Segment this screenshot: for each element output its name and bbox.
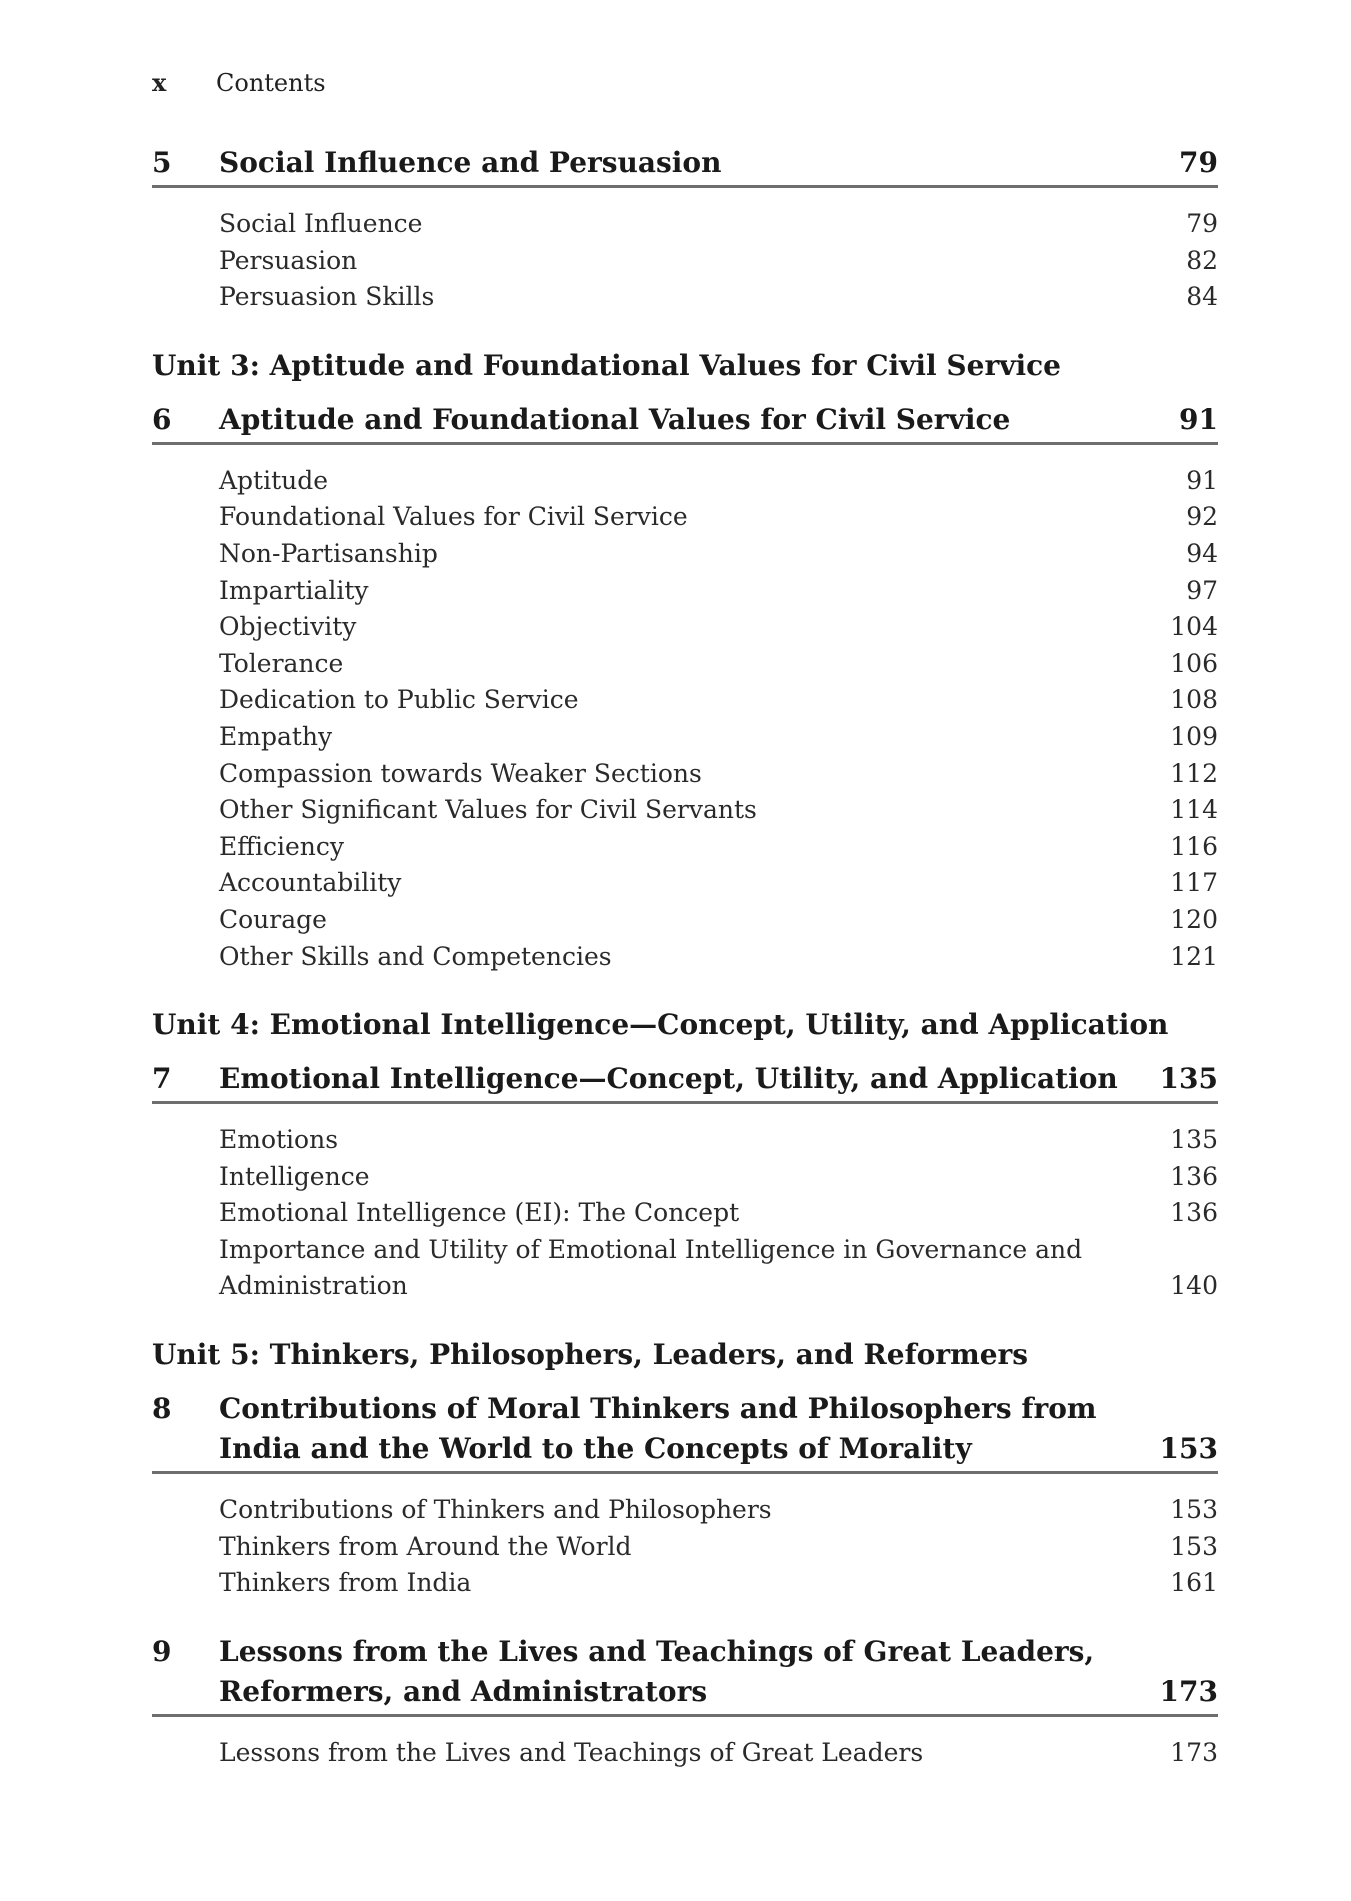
entry-label: Impartiality xyxy=(219,575,369,605)
entry-page: 161 xyxy=(1170,1568,1218,1598)
entry-label: Other Significant Values for Civil Servants xyxy=(219,795,757,825)
chapter-title: Social Influence and Persuasion xyxy=(219,146,722,179)
chapter-block xyxy=(152,1632,1218,1772)
entry-page: 82 xyxy=(1186,245,1218,275)
toc-entry[interactable] xyxy=(219,865,1218,902)
entry-label: Courage xyxy=(219,904,327,934)
entry-page: 173 xyxy=(1170,1737,1218,1767)
entry-page: 140 xyxy=(1170,1271,1218,1301)
toc-entry[interactable] xyxy=(219,279,1218,316)
entry-page: 84 xyxy=(1186,282,1218,312)
chapter-page: 173 xyxy=(1159,1674,1218,1708)
chapter-page: 153 xyxy=(1159,1432,1218,1466)
entry-page: 91 xyxy=(1186,465,1218,495)
entry-page: 79 xyxy=(1186,209,1218,238)
running-head-title: Contents xyxy=(216,69,326,97)
entry-label: Emotions xyxy=(219,1125,339,1155)
chapter-title: Emotional Intelligence—Concept, Utility, and Application xyxy=(219,1062,1118,1096)
entry-label: Emotional Intelligence (EI): The Concept xyxy=(219,1198,740,1228)
section-list xyxy=(152,1717,1218,1772)
toc-entry[interactable] xyxy=(219,792,1218,829)
chapter-page: 79 xyxy=(1179,146,1218,179)
entry-page: 112 xyxy=(1170,758,1218,788)
chapter-page: 135 xyxy=(1159,1062,1218,1096)
toc-entry[interactable] xyxy=(219,902,1218,939)
toc-entry[interactable] xyxy=(219,536,1218,573)
chapter-number: 9 xyxy=(152,1634,172,1668)
toc-entry[interactable] xyxy=(219,1492,1218,1529)
entry-page: 106 xyxy=(1170,648,1218,678)
entry-page: 153 xyxy=(1170,1495,1218,1525)
chapter-number: 7 xyxy=(152,1062,172,1096)
chapter-title: Aptitude and Foundational Values for Civil Service xyxy=(219,402,1011,436)
entry-page: 135 xyxy=(1170,1125,1218,1155)
unit-heading: Unit 4: Emotional Intelligence—Concept, Utility, and Application xyxy=(152,1008,1169,1042)
chapter-title: Contributions of Moral Thinkers and Philosophers from India and the World to the Concepts of Morality xyxy=(219,1392,1097,1466)
entry-label: Objectivity xyxy=(219,612,357,642)
entry-page: 94 xyxy=(1186,538,1218,568)
toc-entry[interactable] xyxy=(219,1565,1218,1602)
table-of-contents xyxy=(152,143,1218,1771)
entry-label: Non-Partisanship xyxy=(219,538,438,568)
entry-label: Other Skills and Competencies xyxy=(219,941,612,971)
entry-page: 136 xyxy=(1170,1198,1218,1228)
toc-entry[interactable] xyxy=(219,829,1218,866)
entry-page: 97 xyxy=(1186,575,1218,605)
toc-entry[interactable] xyxy=(219,1529,1218,1566)
entry-page: 104 xyxy=(1170,612,1218,642)
toc-entry[interactable] xyxy=(219,682,1218,719)
chapter-block xyxy=(152,400,1218,975)
toc-entry[interactable] xyxy=(219,1159,1218,1196)
running-head xyxy=(152,68,326,98)
toc-entry[interactable] xyxy=(219,463,1218,500)
entry-label: Lessons from the Lives and Teachings of Great Leaders xyxy=(219,1737,924,1767)
chapter-number: 8 xyxy=(152,1392,172,1426)
entry-label: Dedication to Public Service xyxy=(219,685,579,715)
entry-page: 116 xyxy=(1170,831,1218,861)
entry-label: Persuasion xyxy=(219,245,358,275)
chapter-block xyxy=(152,1389,1218,1602)
toc-entry[interactable] xyxy=(219,756,1218,793)
chapter-heading[interactable] xyxy=(152,1632,1218,1717)
toc-entry[interactable] xyxy=(219,719,1218,756)
entry-page: 121 xyxy=(1170,941,1218,971)
entry-page: 120 xyxy=(1170,904,1218,934)
entry-label: Efficiency xyxy=(219,831,345,861)
entry-label: Contributions of Thinkers and Philosophers xyxy=(219,1495,772,1525)
toc-entry[interactable] xyxy=(219,499,1218,536)
entry-label: Accountability xyxy=(219,868,402,898)
section-list xyxy=(152,445,1218,975)
toc-entry[interactable] xyxy=(219,1735,1218,1772)
chapter-heading[interactable] xyxy=(152,1389,1218,1474)
chapter-number: 5 xyxy=(152,146,172,179)
entry-label: Thinkers from Around the World xyxy=(219,1531,632,1561)
entry-page: 153 xyxy=(1170,1531,1218,1561)
section-list xyxy=(152,1104,1218,1305)
entry-page: 92 xyxy=(1186,502,1218,532)
chapter-heading[interactable] xyxy=(152,400,1218,445)
entry-label: Intelligence xyxy=(219,1161,370,1191)
chapter-block xyxy=(152,143,1218,316)
entry-page: 117 xyxy=(1170,868,1218,898)
entry-label: Tolerance xyxy=(219,648,344,678)
entry-label: Compassion towards Weaker Sections xyxy=(219,758,702,788)
entry-label: Importance and Utility of Emotional Intelligence in Governance and Administration xyxy=(219,1234,1083,1301)
chapter-heading[interactable] xyxy=(152,1059,1218,1104)
section-list xyxy=(152,1474,1218,1602)
page-folio: x xyxy=(152,68,167,97)
entry-label: Thinkers from India xyxy=(219,1568,472,1598)
entry-label: Social Influence xyxy=(219,209,423,238)
entry-label: Aptitude xyxy=(219,465,329,495)
toc-entry[interactable] xyxy=(219,1122,1218,1159)
toc-entry[interactable] xyxy=(219,646,1218,683)
entry-label: Persuasion Skills xyxy=(219,282,435,312)
entry-page: 136 xyxy=(1170,1161,1218,1191)
chapter-block xyxy=(152,1059,1218,1305)
toc-entry[interactable] xyxy=(219,1195,1218,1232)
entry-page: 114 xyxy=(1170,795,1218,825)
chapter-page: 91 xyxy=(1179,402,1218,436)
toc-entry[interactable] xyxy=(219,1232,1218,1305)
entry-page: 108 xyxy=(1170,685,1218,715)
section-list xyxy=(152,188,1218,316)
chapter-heading[interactable] xyxy=(152,143,1218,188)
toc-entry[interactable] xyxy=(219,609,1218,646)
toc-entry[interactable] xyxy=(219,243,1218,280)
entry-label: Foundational Values for Civil Service xyxy=(219,502,688,532)
entry-label: Empathy xyxy=(219,721,333,751)
unit-heading: Unit 3: Aptitude and Foundational Values for Civil Service xyxy=(152,348,1061,382)
toc-entry[interactable] xyxy=(219,939,1218,976)
chapter-title: Lessons from the Lives and Teachings of Great Leaders, Reformers, and Administrators xyxy=(219,1634,1095,1708)
toc-entry[interactable] xyxy=(219,206,1218,243)
toc-entry[interactable] xyxy=(219,573,1218,610)
chapter-number: 6 xyxy=(152,402,172,436)
entry-page: 109 xyxy=(1170,721,1218,751)
unit-heading: Unit 5: Thinkers, Philosophers, Leaders, and Reformers xyxy=(152,1338,1029,1372)
